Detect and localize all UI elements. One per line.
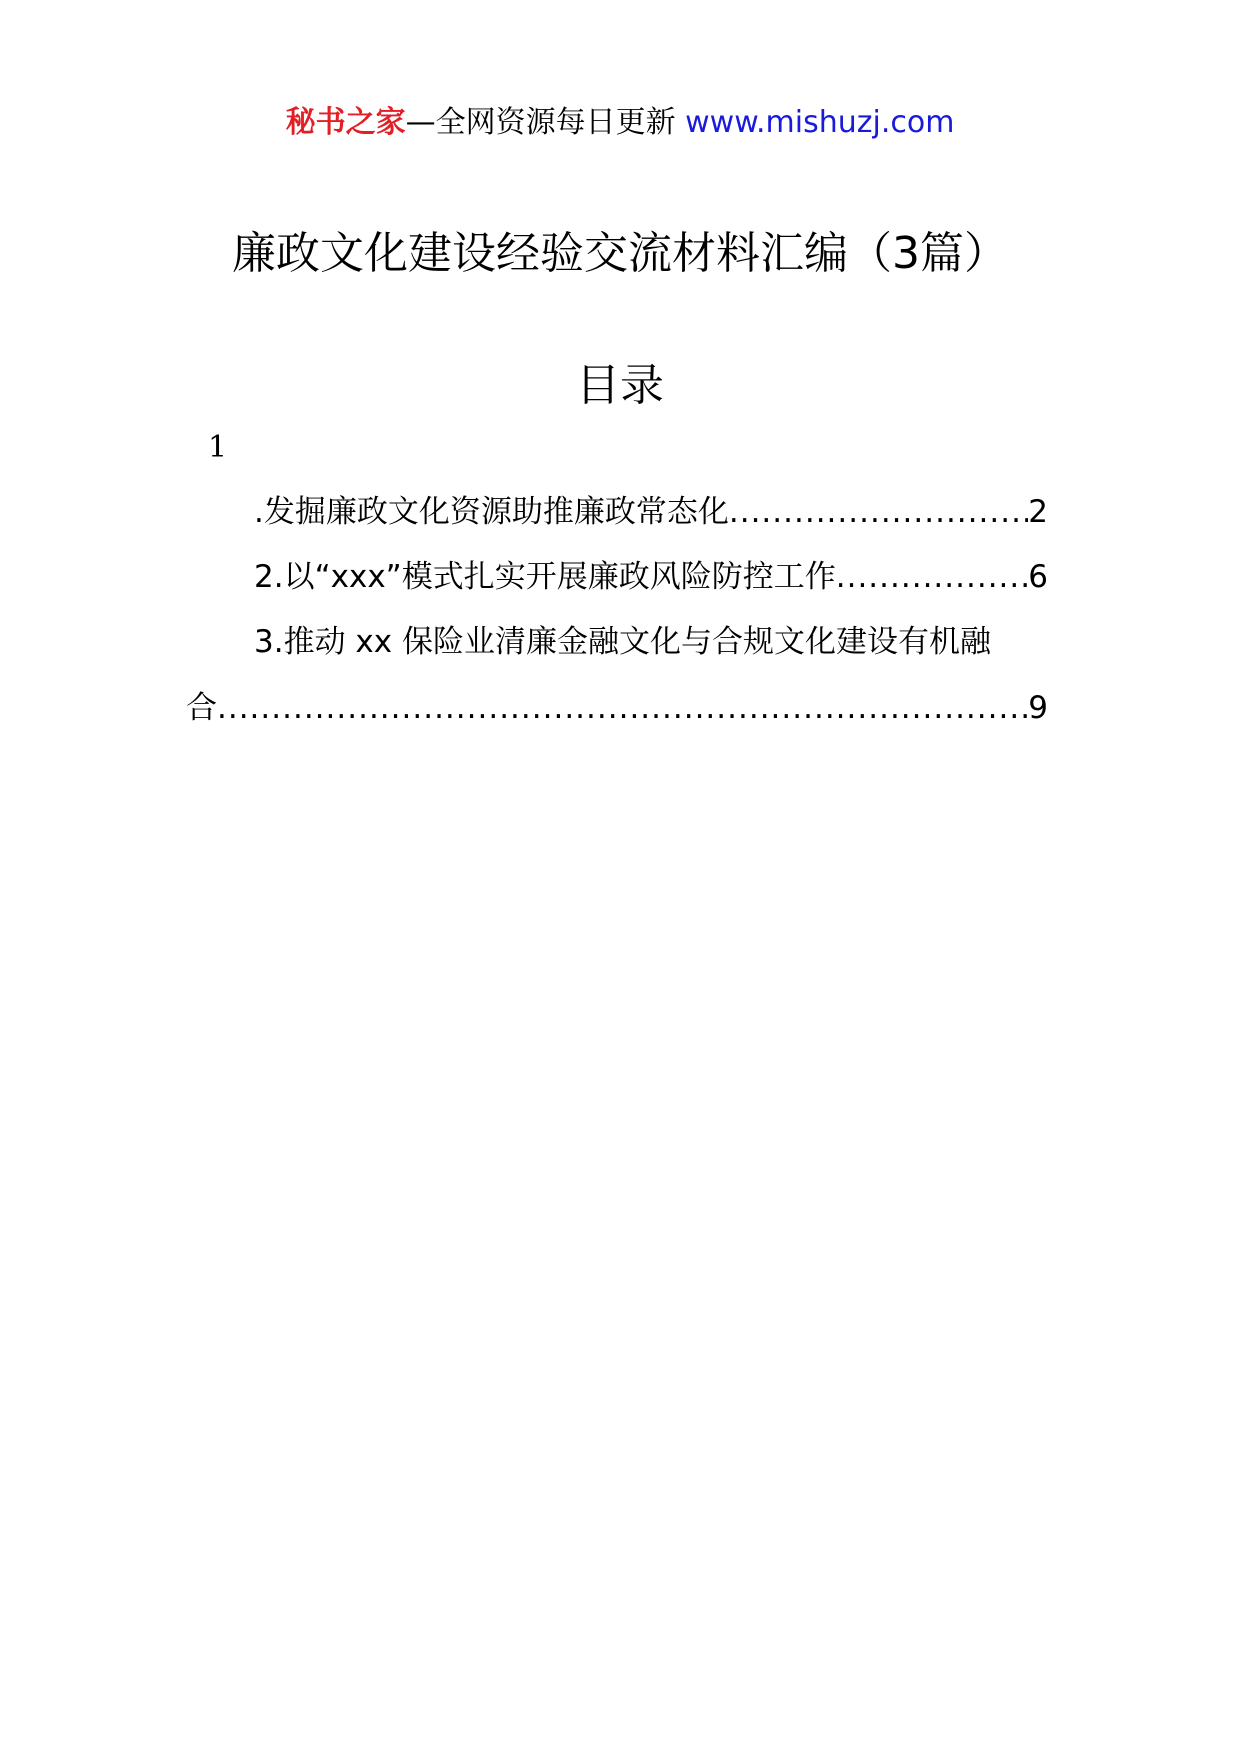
toc-entry-text: 合 bbox=[186, 690, 217, 726]
toc-entry-text: 3.推动 xx 保险业清廉金融文化与合规文化建设有机融 bbox=[254, 624, 991, 660]
toc-entry-text: .发掘廉政文化资源助推廉政常态化 bbox=[254, 494, 729, 530]
toc-page-number: 6 bbox=[1028, 559, 1048, 595]
toc-entry-1[interactable] bbox=[254, 490, 1048, 534]
toc-entry-2[interactable] bbox=[254, 555, 1048, 599]
toc-page-number: 9 bbox=[1028, 690, 1048, 726]
toc-heading: 目录 bbox=[576, 360, 664, 411]
site-url-link[interactable]: www.mishuzj.com bbox=[685, 105, 955, 140]
toc-leader-dots bbox=[836, 555, 1029, 599]
toc-entry-3-line2[interactable] bbox=[186, 686, 1048, 730]
toc-page-number: 2 bbox=[1028, 494, 1048, 530]
toc-entry-3-line1[interactable] bbox=[254, 620, 1054, 664]
site-header bbox=[0, 100, 1240, 146]
toc-entry-text: 2.以“xxx”模式扎实开展廉政风险防控工作 bbox=[254, 559, 836, 595]
toc-leader-dots bbox=[729, 490, 1028, 534]
list-number: 1 bbox=[208, 430, 228, 465]
document-title: 廉政文化建设经验交流材料汇编（3篇） bbox=[232, 228, 1008, 279]
site-slogan: —全网资源每日更新 bbox=[405, 105, 676, 140]
brand-name: 秘书之家 bbox=[285, 105, 406, 140]
toc-leader-dots bbox=[217, 686, 1028, 730]
